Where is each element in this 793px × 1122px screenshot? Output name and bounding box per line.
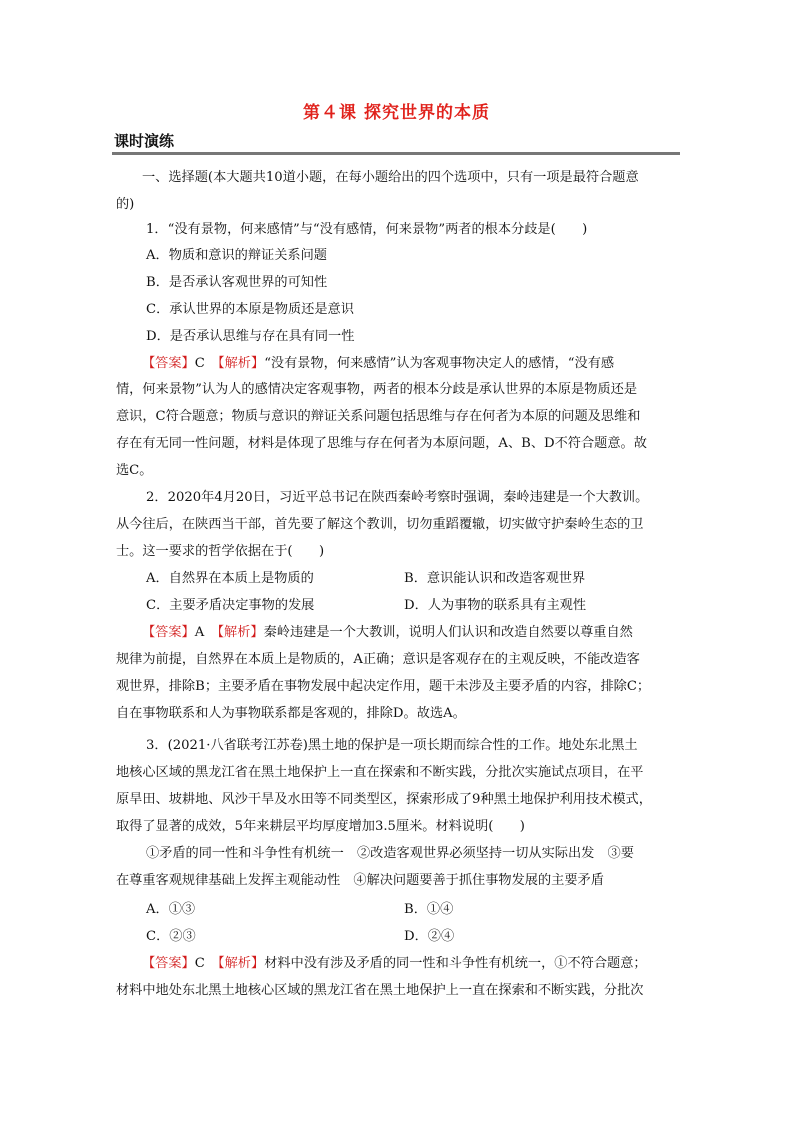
q1-option-d: D．是否承认思维与存在具有同一性 bbox=[146, 329, 355, 344]
q2-option-c: C．主要矛盾决定事物的发展 bbox=[146, 598, 315, 613]
answer-tag: 【答案】 bbox=[142, 356, 195, 371]
section-heading: 课时演练 bbox=[114, 132, 175, 150]
q2-option-a: A．自然界在本质上是物质的 bbox=[146, 571, 314, 586]
q1-option-c: C．承认世界的本原是物质还是意识 bbox=[146, 302, 354, 317]
q3-option-c: C．②③ bbox=[146, 929, 196, 944]
intro-line-1: 一、选择题(本大题共10道小题，在每小题给出的四个选项中，只有一项是最符合题意 bbox=[142, 170, 639, 185]
page-title: 第４课 探究世界的本质 bbox=[303, 103, 490, 123]
intro-line-2: 的) bbox=[116, 197, 135, 212]
q3-analysis-2: 材料中地处东北黑土地核心区域的黑龙江省在黑土地保护上一直在探索和不断实践，分批次 bbox=[116, 983, 644, 998]
q1-analysis-4: 存在有无同一性问题，材料是体现了思维与存在何者为本原问题，A、B、D不符合题意。故 bbox=[116, 436, 647, 451]
q1-option-b: B．是否承认客观世界的可知性 bbox=[146, 275, 328, 290]
q2-analysis-2: 规律为前提，自然界在本质上是物质的，A正确；意识是客观存在的主观反映，不能改造客 bbox=[116, 652, 640, 667]
q1-analysis-2: 情，何来景物”认为人的感情决定客观事物，两者的根本分歧是承认世界的本原是物质还是 bbox=[116, 382, 638, 397]
q3-stem-2: 地核心区域的黑龙江省在黑土地保护上一直在探索和不断实践，分批次实施试点项目，在平 bbox=[116, 765, 644, 780]
q3-item-line-2: 在尊重客观规律基础上发挥主观能动性 ④解决问题要善于抓住事物发展的主要矛盾 bbox=[116, 873, 604, 888]
q3-answer: C bbox=[194, 956, 205, 971]
q3-analysis-1: 材料中没有涉及矛盾的同一性和斗争性有机统一，①不符合题意； bbox=[264, 956, 647, 971]
analysis-tag: 【解析】 bbox=[218, 956, 265, 971]
q2-option-d: D．人为事物的联系具有主观性 bbox=[404, 598, 587, 613]
section-divider bbox=[112, 152, 680, 155]
q1-answer-line bbox=[142, 356, 614, 372]
q3-stem-4: 取得了显著的成效，5年来耕层平均厚度增加3.5厘米。材料说明( ) bbox=[116, 819, 525, 834]
q1-stem: 1．“没有景物，何来感情”与“没有感情，何来景物”两者的根本分歧是( ) bbox=[146, 222, 588, 237]
q1-option-a: A．物质和意识的辩证关系问题 bbox=[146, 248, 327, 263]
q2-stem-1: 2．2020年4月20日，习近平总书记在陕西秦岭考察时强调，秦岭违建是一个大教训。 bbox=[146, 490, 649, 505]
q3-stem-3: 原旱田、坡耕地、风沙干旱及水田等不同类型区，探索形成了9种黑土地保护利用技术模式， bbox=[116, 792, 652, 807]
q3-answer-line bbox=[142, 956, 647, 972]
answer-tag: 【答案】 bbox=[142, 625, 195, 640]
q2-analysis-1: 秦岭违建是一个大教训，说明人们认识和改造自然要以尊重自然 bbox=[263, 625, 633, 640]
q3-stem-1: 3．(2021·八省联考江苏卷)黑土地的保护是一项长期而综合性的工作。地处东北黑土 bbox=[146, 738, 638, 753]
q3-option-a: A．①③ bbox=[146, 902, 196, 917]
answer-tag: 【答案】 bbox=[142, 956, 195, 971]
analysis-tag: 【解析】 bbox=[218, 356, 265, 371]
q3-item-line-1: ①矛盾的同一性和斗争性有机统一 ②改造客观世界必须坚持一切从实际出发 ③要 bbox=[146, 846, 634, 861]
q2-stem-3: 士。这一要求的哲学依据在于( ) bbox=[116, 544, 325, 559]
analysis-tag: 【解析】 bbox=[217, 625, 264, 640]
q2-stem-2: 从今往后，在陕西当干部，首先要了解这个教训，切勿重蹈覆辙，切实做守护秦岭生态的卫 bbox=[116, 517, 644, 532]
q2-option-b: B．意识能认识和改造客观世界 bbox=[404, 571, 586, 586]
q1-answer: C bbox=[194, 356, 205, 371]
q2-answer: A bbox=[194, 625, 205, 640]
q2-analysis-3: 观世界，排除B；主要矛盾在事物发展中起决定作用，题干未涉及主要矛盾的内容，排除C； bbox=[116, 679, 651, 694]
q1-analysis-1: “没有景物，何来感情”认为客观事物决定人的感情，“没有感 bbox=[264, 356, 615, 371]
q1-analysis-3: 意识，C符合题意；物质与意识的辩证关系问题包括思维与存在何者为本原的问题及思维和 bbox=[116, 409, 641, 424]
q1-analysis-5: 选C。 bbox=[116, 463, 153, 478]
q3-option-d: D．②④ bbox=[404, 929, 455, 944]
q3-option-b: B．①④ bbox=[404, 902, 454, 917]
q2-analysis-4: 自在事物联系和人为事物联系都是客观的，排除D。故选A。 bbox=[116, 706, 466, 721]
q2-answer-line bbox=[142, 625, 633, 641]
